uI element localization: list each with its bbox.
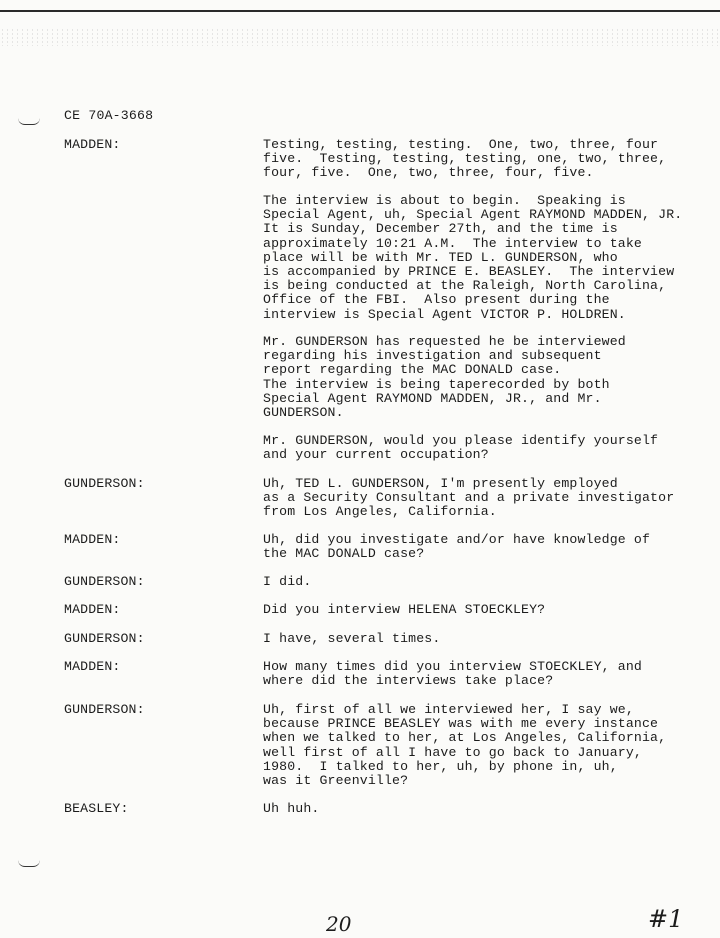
transcript-line: Special Agent RAYMOND MADDEN, JR., and Mr. bbox=[263, 390, 602, 406]
utterance bbox=[263, 335, 626, 420]
transcript-line: Testing, testing, testing. One, two, three, four bbox=[263, 137, 659, 152]
utterance bbox=[263, 603, 545, 617]
transcript-line: 1980. I talked to her, uh, by phone in, uh, bbox=[263, 758, 618, 774]
transcript-line: where did the interviews take place? bbox=[263, 673, 554, 689]
transcript-line: Did you interview HELENA STOECKLEY? bbox=[263, 602, 546, 617]
top-rule bbox=[0, 10, 720, 12]
page-number: 20 bbox=[326, 912, 352, 936]
transcript-line: as a Security Consultant and a private investigator bbox=[263, 490, 675, 506]
transcript-line: Special Agent, uh, Special Agent RAYMOND MADDEN, JR. bbox=[263, 207, 683, 223]
transcript-line: Uh, TED L. GUNDERSON, I'm presently employed bbox=[263, 476, 618, 491]
transcript-line: place will be with Mr. TED L. GUNDERSON, who bbox=[263, 249, 618, 265]
transcript-line: and your current occupation? bbox=[263, 447, 489, 463]
speaker-label: MADDEN: bbox=[64, 137, 121, 152]
transcript-line: five. Testing, testing, testing, one, two, three, bbox=[263, 151, 667, 167]
utterance bbox=[263, 477, 674, 520]
transcript-line: It is Sunday, December 27th, and the time is bbox=[263, 221, 618, 237]
transcript-line: from Los Angeles, California. bbox=[263, 504, 497, 520]
transcript-line: is being conducted at the Raleigh, North Carolina, bbox=[263, 278, 667, 294]
transcript-line: Uh, did you investigate and/or have knowledge of bbox=[263, 532, 651, 547]
transcript-line: the MAC DONALD case? bbox=[263, 546, 425, 562]
transcript-line: I have, several times. bbox=[263, 631, 441, 646]
exhibit-mark: #1 bbox=[648, 905, 684, 933]
transcript-line: The interview is being taperecorded by both bbox=[263, 376, 610, 392]
transcript-line: is accompanied by PRINCE E. BEASLEY. The interview bbox=[263, 264, 675, 280]
transcript-line: regarding his investigation and subsequent bbox=[263, 348, 602, 364]
binder-mark bbox=[18, 860, 40, 867]
utterance bbox=[263, 138, 666, 181]
binder-mark bbox=[18, 118, 40, 125]
speaker-label: MADDEN: bbox=[64, 602, 121, 617]
transcript-line: Uh huh. bbox=[263, 801, 320, 816]
utterance bbox=[263, 194, 682, 322]
transcript-line: How many times did you interview STOECKLEY, and bbox=[263, 659, 642, 674]
transcript-line: approximately 10:21 A.M. The interview to take bbox=[263, 235, 642, 251]
transcript-line: Mr. GUNDERSON, would you please identify yourself bbox=[263, 433, 659, 448]
transcript-line: Mr. GUNDERSON has requested he be interviewed bbox=[263, 334, 626, 349]
utterance bbox=[263, 632, 440, 646]
transcript-line: four, five. One, two, three, four, five. bbox=[263, 165, 594, 181]
speaker-label: GUNDERSON: bbox=[64, 631, 145, 646]
utterance bbox=[263, 660, 642, 688]
transcript-line: when we talked to her, at Los Angeles, California, bbox=[263, 730, 667, 746]
transcript-line: interview is Special Agent VICTOR P. HOLDREN. bbox=[263, 306, 626, 322]
transcript-line: because PRINCE BEASLEY was with me every instance bbox=[263, 716, 659, 732]
utterance bbox=[263, 802, 319, 816]
speaker-label: GUNDERSON: bbox=[64, 702, 145, 717]
transcript-line: I did. bbox=[263, 574, 312, 589]
scan-noise bbox=[0, 28, 720, 46]
utterance bbox=[263, 533, 650, 561]
speaker-label: GUNDERSON: bbox=[64, 574, 145, 589]
speaker-label: GUNDERSON: bbox=[64, 476, 145, 491]
utterance bbox=[263, 434, 658, 462]
transcript-line: Office of the FBI. Also present during the bbox=[263, 292, 610, 308]
utterance bbox=[263, 703, 666, 788]
document-id: CE 70A-3668 bbox=[64, 108, 154, 123]
transcript-line: was it Greenville? bbox=[263, 773, 409, 789]
transcript-line: The interview is about to begin. Speaking is bbox=[263, 193, 626, 208]
speaker-label: MADDEN: bbox=[64, 659, 121, 674]
utterance bbox=[263, 575, 311, 589]
transcript-line: Uh, first of all we interviewed her, I say we, bbox=[263, 702, 634, 717]
speaker-label: MADDEN: bbox=[64, 532, 121, 547]
speaker-label: BEASLEY: bbox=[64, 801, 129, 816]
transcript-line: report regarding the MAC DONALD case. bbox=[263, 362, 562, 378]
transcript-line: well first of all I have to go back to January, bbox=[263, 744, 642, 760]
transcript-line: GUNDERSON. bbox=[263, 405, 344, 421]
